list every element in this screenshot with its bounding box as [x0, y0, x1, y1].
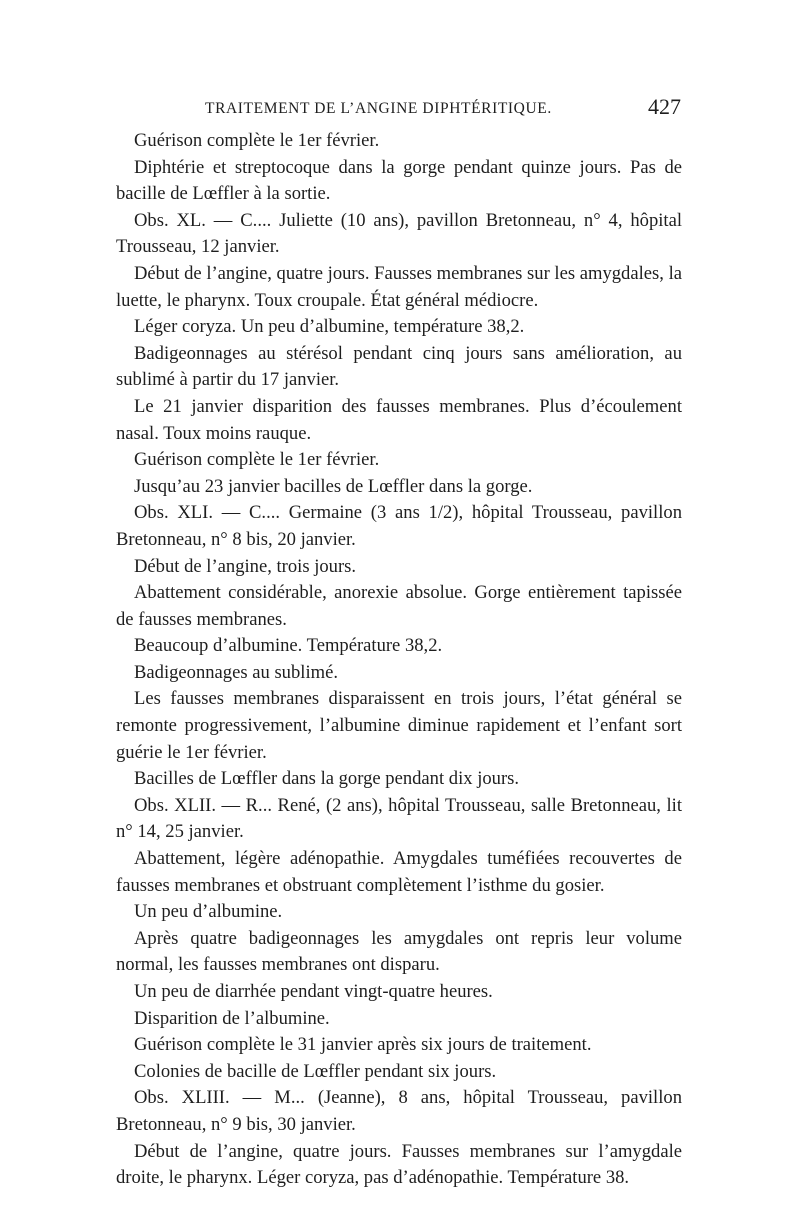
paragraph: Colonies de bacille de Lœffler pendant six jours.: [134, 1060, 497, 1082]
paragraph: Jusqu’au 23 janvier bacilles de Lœffler dans la gorge.: [134, 475, 533, 497]
running-title: TRAITEMENT DE L’ANGINE DIPHTÉRITIQUE.: [205, 100, 552, 117]
paragraph: Badigeonnages au sublimé.: [134, 661, 338, 683]
paragraph: Disparition de l’albumine.: [134, 1007, 330, 1029]
paragraph: Badigeonnages au stérésol pendant cinq jours sans amélioration, au sublimé à partir du 17 janvier.: [116, 342, 682, 391]
paragraph: Obs. XL. — C.... Juliette (10 ans), pavillon Bretonneau, n° 4, hôpital Trousseau, 12 janvier.: [116, 209, 682, 258]
page-number: 427: [648, 94, 681, 119]
body-text: [116, 128, 682, 1192]
paragraph: Un peu d’albumine.: [134, 901, 283, 923]
paragraph: Un peu de diarrhée pendant vingt-quatre heures.: [134, 981, 493, 1002]
paragraph: Bacilles de Lœffler dans la gorge pendant dix jours.: [134, 768, 520, 790]
paragraph: Les fausses membranes disparaissent en trois jours, l’état général se remonte progressivement, l’albumine diminue rapidement et l’enfant sort guérie le 1er février.: [116, 688, 682, 763]
paragraph: Obs. XLI. — C.... Germaine (3 ans 1/2), hôpital Trousseau, pavillon Bretonneau, n° 8 bis, 20 janvier.: [116, 502, 682, 550]
paragraph: Guérison complète le 1er février.: [134, 449, 380, 471]
paragraph: Obs. XLII. — R... René, (2 ans), hôpital Trousseau, salle Bretonneau, lit n° 14, 25 janvier.: [116, 794, 682, 843]
paragraph: Début de l’angine, quatre jours. Fausses membranes sur l’amygdale droite, le pharynx. Léger coryza, pas d’adénopathie. Température 38.: [116, 1140, 682, 1189]
paragraph: Début de l’angine, trois jours.: [134, 555, 357, 577]
paragraph: Léger coryza. Un peu d’albumine, température 38,2.: [134, 316, 525, 338]
paragraph: Abattement considérable, anorexie absolue. Gorge entièrement tapissée de fausses membranes.: [116, 582, 682, 630]
paragraph: Le 21 janvier disparition des fausses membranes. Plus d’écoulement nasal. Toux moins rauque.: [116, 395, 682, 444]
paragraph: Guérison complète le 1er février.: [134, 130, 380, 151]
paragraph: Beaucoup d’albumine. Température 38,2.: [134, 635, 443, 657]
paragraph: Après quatre badigeonnages les amygdales ont repris leur volume normal, les fausses membranes ont disparu.: [116, 927, 682, 976]
paragraph: Début de l’angine, quatre jours. Fausses membranes sur les amygdales, la luette, le pharynx. Toux croupale. État général médiocre.: [116, 262, 682, 311]
paragraph: Diphtérie et streptocoque dans la gorge pendant quinze jours. Pas de bacille de Lœffler à la sortie.: [116, 156, 682, 205]
page-header: [205, 94, 685, 124]
paragraph: Guérison complète le 31 janvier après six jours de traitement.: [134, 1034, 592, 1056]
paragraph: Obs. XLIII. — M... (Jeanne), 8 ans, hôpital Trousseau, pavillon Bretonneau, n° 9 bis, 30 janvier.: [116, 1087, 682, 1135]
paragraph: Abattement, légère adénopathie. Amygdales tuméfiées recouvertes de fausses membranes et obstruant complètement l’isthme du gosier.: [116, 848, 682, 896]
